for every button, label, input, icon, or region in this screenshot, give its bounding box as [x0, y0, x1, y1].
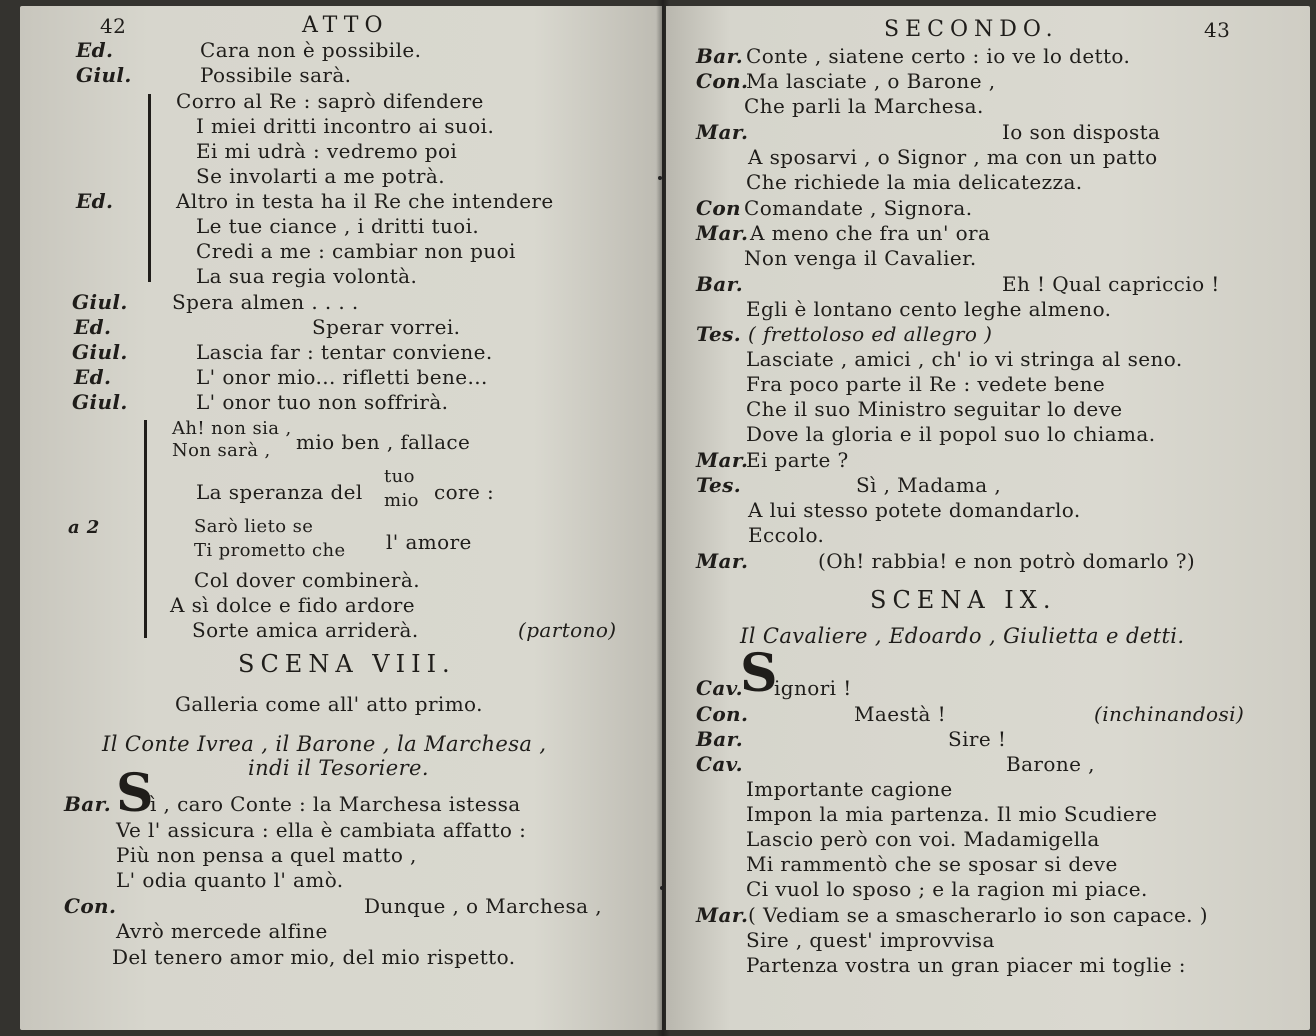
verse-line: Lascia far : tentar conviene.: [196, 340, 493, 364]
verse-line: Lasciate , amici , ch' io vi stringa al seno.: [746, 347, 1183, 371]
verse-line: ignori !: [774, 676, 852, 700]
right-page: [666, 6, 1310, 1030]
verse-line: Ci vuol lo sposo ; e la ragion mi piace.: [746, 877, 1148, 901]
speaker-label: Ed.: [76, 38, 114, 62]
verse-line: Eh ! Qual capriccio !: [1002, 272, 1220, 296]
speaker-label: Mar.: [696, 448, 749, 472]
verse-line: Non venga il Cavalier.: [744, 246, 977, 270]
ink-fleck: [660, 886, 664, 890]
verse-line: Che richiede la mia delicatezza.: [746, 170, 1083, 194]
speaker-label: Giul.: [72, 340, 128, 364]
drop-cap: S: [116, 763, 154, 824]
verse-line: mio ben , fallace: [296, 430, 471, 454]
speaker-label: Cav.: [696, 676, 744, 700]
verse-line: Sì , Madama ,: [856, 473, 1002, 497]
verse-line: A sì dolce e fido ardore: [170, 593, 415, 617]
page-number: 42: [100, 14, 127, 38]
verse-line: Del tenero amor mio, del mio rispetto.: [112, 945, 516, 969]
verse-line: Col dover combinerà.: [194, 568, 420, 592]
page-number: 43: [1204, 18, 1231, 42]
verse-line: A sposarvi , o Signor , ma con un patto: [748, 145, 1158, 169]
speaker-label: Con: [696, 196, 741, 220]
verse-line: Eccolo.: [748, 523, 825, 547]
verse-line: Fra poco parte il Re : vedete bene: [746, 372, 1106, 396]
character-list: Il Cavaliere , Edoardo , Giulietta e detti.: [740, 624, 1185, 648]
verse-line: Ti prometto che: [194, 540, 346, 561]
verse-line: Altro in testa ha il Re che intendere: [176, 189, 554, 213]
verse-line: Dunque , o Marchesa ,: [364, 894, 602, 918]
speaker-label: Mar.: [696, 903, 749, 927]
verse-line: L' odia quanto l' amò.: [116, 868, 344, 892]
verse-line: Ve l' assicura : ella è cambiata affatto :: [116, 818, 527, 842]
verse-line: Ma lasciate , o Barone ,: [746, 69, 996, 93]
verse-line: Sarò lieto se: [194, 516, 314, 537]
verse-line: Che il suo Ministro seguitar lo deve: [746, 397, 1123, 421]
verse-line: Le tue ciance , i dritti tuoi.: [196, 214, 480, 238]
verse-line: Sire , quest' improvvisa: [746, 928, 995, 952]
verse-line: Lascio però con voi. Madamigella: [746, 827, 1100, 851]
character-list: Il Conte Ivrea , il Barone , la Marchesa ,: [102, 732, 547, 756]
verse-option: mio: [384, 490, 419, 511]
speaker-label: Mar.: [696, 221, 749, 245]
verse-line: Impon la mia partenza. Il mio Scudiere: [746, 802, 1158, 826]
running-head: ATTO: [302, 13, 389, 38]
verse-line: Ei mi udrà : vedremo poi: [196, 139, 458, 163]
speaker-label: Ed.: [76, 189, 114, 213]
verse-line: Ei parte ?: [746, 448, 849, 472]
verse-line: A lui stesso potete domandarlo.: [748, 498, 1081, 522]
scene-title: SCENA IX.: [870, 586, 1057, 614]
verse-line: Non sarà ,: [172, 440, 271, 461]
verse-line: Maestà !: [854, 702, 947, 726]
verse-line: l' amore: [386, 530, 472, 554]
speaker-label: Ed.: [74, 365, 112, 389]
verse-line: L' onor tuo non soffrirà.: [196, 390, 449, 414]
speaker-label: Ed.: [74, 315, 112, 339]
running-head: SECONDO.: [884, 17, 1059, 42]
verse-line: core :: [434, 480, 495, 504]
verse-line: Possibile sarà.: [200, 63, 352, 87]
speaker-label: Giul.: [72, 290, 128, 314]
verse-line: Spera almen . . . .: [172, 290, 359, 314]
verse-line: Avrò mercede alfine: [116, 919, 328, 943]
verse-line: La sua regia volontà.: [196, 264, 418, 288]
speaker-label: Bar.: [696, 44, 744, 68]
verse-line: Barone ,: [1006, 752, 1095, 776]
speaker-label: Cav.: [696, 752, 744, 776]
verse-line: Dove la gloria e il popol suo lo chiama.: [746, 422, 1156, 446]
ink-fleck: [658, 176, 662, 180]
verse-line: Conte , siatene certo : io ve lo detto.: [746, 44, 1131, 68]
verse-line: Corro al Re : saprò difendere: [176, 89, 484, 113]
verse-line: Più non pensa a quel matto ,: [116, 843, 417, 867]
character-list: indi il Tesoriere.: [248, 756, 429, 780]
verse-line: Importante cagione: [746, 777, 953, 801]
speaker-label: Bar.: [696, 272, 744, 296]
left-page: [20, 6, 662, 1030]
verse-line: Io son disposta: [1002, 120, 1161, 144]
speaker-label: Con.: [64, 894, 117, 918]
speaker-label: Mar.: [696, 120, 749, 144]
scene-title: SCENA VIII.: [238, 650, 456, 678]
verse-line: I miei dritti incontro ai suoi.: [196, 114, 495, 138]
verse-line: L' onor mio... rifletti bene...: [196, 365, 488, 389]
speaker-label: Mar.: [696, 549, 749, 573]
verse-line: Sperar vorrei.: [312, 315, 461, 339]
verse-line: (Oh! rabbia! e non potrò domarlo ?): [818, 549, 1196, 573]
verse-line: Se involarti a me potrà.: [196, 164, 445, 188]
verse-line: Credi a me : cambiar non puoi: [196, 239, 516, 263]
brace: [144, 420, 147, 638]
speaker-label: Con.: [696, 702, 749, 726]
speaker-label: Bar.: [64, 792, 112, 816]
stage-direction: ( frettoloso ed allegro ): [748, 322, 993, 346]
speaker-label: Giul.: [72, 390, 128, 414]
verse-line: A meno che fra un' ora: [750, 221, 991, 245]
verse-option: tuo: [384, 466, 415, 487]
stage-direction: (partono): [518, 618, 617, 642]
verse-line: La speranza del: [196, 480, 363, 504]
verse-line: Che parli la Marchesa.: [744, 94, 984, 118]
speaker-label: Tes.: [696, 473, 742, 497]
stage-direction: (inchinandosi): [1094, 702, 1245, 726]
brace: [148, 94, 151, 282]
speaker-label: Giul.: [76, 63, 132, 87]
speaker-label: Con.: [696, 69, 749, 93]
verse-line: Mi rammentò che se sposar si deve: [746, 852, 1118, 876]
scene-setting: Galleria come all' atto primo.: [175, 692, 483, 716]
verse-line: Ah! non sia ,: [172, 418, 292, 439]
verse-line: Sire !: [948, 727, 1007, 751]
drop-cap: S: [740, 643, 778, 704]
speaker-label: Tes.: [696, 322, 742, 346]
verse-line: ( Vediam se a smascherarlo io son capace. ): [748, 903, 1208, 927]
verse-line: Egli è lontano cento leghe almeno.: [746, 297, 1112, 321]
duet-label: a 2: [68, 517, 100, 538]
verse-line: Sorte amica arriderà.: [192, 618, 419, 642]
verse-line: ì , caro Conte : la Marchesa istessa: [150, 792, 521, 816]
verse-line: Partenza vostra un gran piacer mi toglie :: [746, 953, 1186, 977]
speaker-label: Bar.: [696, 727, 744, 751]
verse-line: Cara non è possibile.: [200, 38, 422, 62]
verse-line: Comandate , Signora.: [744, 196, 973, 220]
